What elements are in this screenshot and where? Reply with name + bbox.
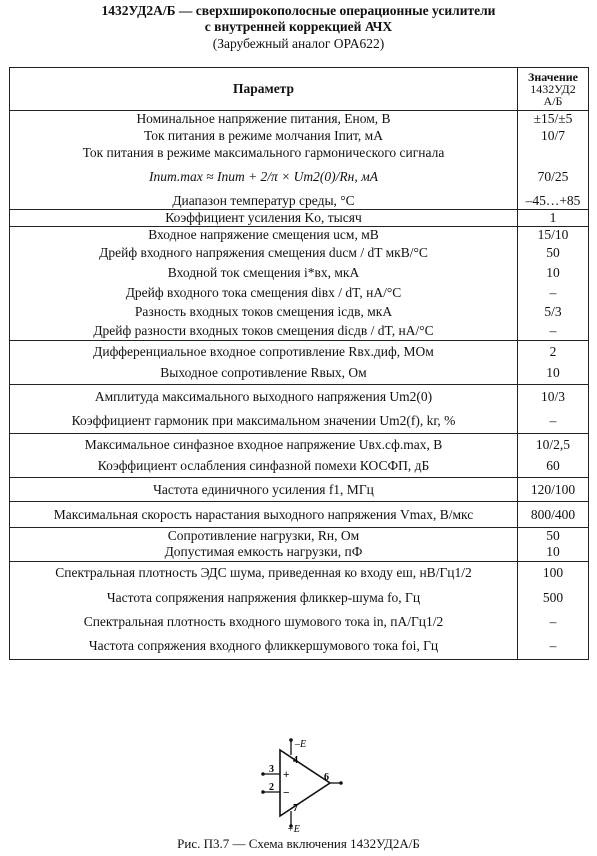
param-cell: Диапазон температур среды, °C — [10, 193, 518, 210]
minus-input-sign: − — [283, 787, 290, 799]
param-cell: Ток питания в режиме молчания Iпит, мА — [10, 128, 518, 145]
table-row — [10, 456, 589, 478]
table-row — [10, 111, 589, 128]
value-cell: – — [518, 284, 589, 303]
title-line-2: с внутренней коррекцией АЧХ — [204, 19, 393, 34]
value-cell: 1 — [518, 210, 589, 227]
table-row — [10, 561, 589, 585]
table-row — [10, 227, 589, 244]
pin-3-label: 3 — [269, 764, 274, 775]
subtitle: (Зарубежный аналог OPA622) — [212, 36, 385, 51]
table-row — [10, 585, 589, 610]
pin4-terminal — [289, 738, 293, 742]
param-cell: Спектральная плотность ЭДС шума, приведенная ко входу eш, нВ/Гц1/2 — [10, 561, 518, 585]
value-cell: ±15/±5 — [518, 111, 589, 128]
table-row — [10, 162, 589, 193]
value-cell: 70/25 — [518, 162, 589, 193]
table-row — [10, 210, 589, 227]
opamp-diagram — [255, 738, 345, 833]
table-row — [10, 544, 589, 561]
value-cell: –45…+85 — [518, 193, 589, 210]
table-row — [10, 409, 589, 434]
param-cell: Частота сопряжения напряжения фликкер-шума fо, Гц — [10, 585, 518, 610]
param-cell: Дрейф разности входных токов смещения diсдв / dT, нА/°C — [10, 322, 518, 341]
table-row — [10, 528, 589, 545]
figure-caption: Рис. П3.7 — Схема включения 1432УД2А/Б — [177, 836, 420, 851]
param-cell: Номинальное напряжение питания, Eном, В — [10, 111, 518, 128]
table-row — [10, 145, 589, 162]
table-row — [10, 502, 589, 528]
table-row — [10, 128, 589, 145]
pin6-terminal — [339, 781, 343, 785]
value-cell: 10 — [518, 363, 589, 385]
pos-supply-label: +E — [287, 824, 300, 833]
neg-supply-label: –E — [295, 739, 307, 750]
value-cell: 10/7 — [518, 128, 589, 145]
param-cell: Разность входных токов смещения iсдв, мкА — [10, 303, 518, 322]
pin-4-label: 4 — [293, 755, 298, 766]
param-cell: Iпит.max ≈ Iпит + 2/π × Um2(0)/Rн, мА — [10, 162, 518, 193]
param-cell: Выходное сопротивление Rвых, Ом — [10, 363, 518, 385]
value-cell — [518, 145, 589, 162]
value-cell: 500 — [518, 585, 589, 610]
value-cell: 800/400 — [518, 502, 589, 528]
table-row — [10, 634, 589, 659]
table-row — [10, 322, 589, 341]
table-row — [10, 193, 589, 210]
value-cell: – — [518, 634, 589, 659]
param-cell: Частота сопряжения входного фликкершумового тока fоi, Гц — [10, 634, 518, 659]
value-cell: 100 — [518, 561, 589, 585]
param-cell: Частота единичного усиления f1, МГц — [10, 478, 518, 502]
value-cell: – — [518, 610, 589, 634]
param-cell: Амплитуда максимального выходного напряжения Um2(0) — [10, 385, 518, 409]
table-row — [10, 341, 589, 363]
pin3-terminal — [261, 772, 265, 776]
value-cell: 50 — [518, 244, 589, 263]
value-cell: 50 — [518, 528, 589, 545]
value-cell: 60 — [518, 456, 589, 478]
param-cell: Максимальное синфазное входное напряжение Uвх.сф.max, В — [10, 434, 518, 456]
parameters-table — [9, 67, 589, 660]
value-cell: 2 — [518, 341, 589, 363]
param-cell: Допустимая емкость нагрузки, пФ — [10, 544, 518, 561]
param-cell: Коэффициент усиления Kо, тысяч — [10, 210, 518, 227]
table-row — [10, 363, 589, 385]
value-cell: 10/3 — [518, 385, 589, 409]
value-cell: 120/100 — [518, 478, 589, 502]
value-column-header: Значение 1432УД2 А/Б — [518, 68, 589, 111]
table-row — [10, 263, 589, 284]
pin-7-label: 7 — [293, 803, 298, 814]
pin2-terminal — [261, 790, 265, 794]
value-cell: 10/2,5 — [518, 434, 589, 456]
value-cell: 15/10 — [518, 227, 589, 244]
param-cell: Сопротивление нагрузки, Rн, Ом — [10, 528, 518, 545]
param-cell: Дрейф входного тока смещения diвх / dT, нА/°C — [10, 284, 518, 303]
param-cell: Дифференциальное входное сопротивление Rвх.диф, МОм — [10, 341, 518, 363]
param-column-header: Параметр — [10, 68, 518, 111]
opamp-triangle — [280, 750, 330, 816]
value-cell: 10 — [518, 263, 589, 284]
param-cell: Входное напряжение смещения uсм, мВ — [10, 227, 518, 244]
param-cell: Входной ток смещения i*вх, мкА — [10, 263, 518, 284]
title-line-1: 1432УД2А/Б — сверхширокополосные операционные усилители — [101, 3, 496, 18]
param-cell: Максимальная скорость нарастания выходного напряжения Vmax, В/мкс — [10, 502, 518, 528]
table-row — [10, 478, 589, 502]
table-header-row — [10, 68, 589, 111]
param-cell: Спектральная плотность входного шумового тока in, пА/Гц1/2 — [10, 610, 518, 634]
table-row — [10, 434, 589, 456]
param-cell: Ток питания в режиме максимального гармонического сигнала — [10, 145, 518, 162]
param-cell: Коэффициент гармоник при максимальном значении Um2(f), kг, % — [10, 409, 518, 434]
value-cell: – — [518, 409, 589, 434]
param-cell: Коэффициент ослабления синфазной помехи КОСФП, дБ — [10, 456, 518, 478]
pin-2-label: 2 — [269, 782, 274, 793]
plus-input-sign: + — [283, 769, 290, 781]
table-row — [10, 610, 589, 634]
pin-6-label: 6 — [324, 772, 329, 783]
value-cell: 5/3 — [518, 303, 589, 322]
value-cell: – — [518, 322, 589, 341]
table-row — [10, 385, 589, 409]
table-row — [10, 244, 589, 263]
param-cell: Дрейф входного напряжения смещения duсм / dT мкВ/°C — [10, 244, 518, 263]
table-row — [10, 303, 589, 322]
table-row — [10, 284, 589, 303]
value-cell: 10 — [518, 544, 589, 561]
table-body — [10, 111, 589, 660]
